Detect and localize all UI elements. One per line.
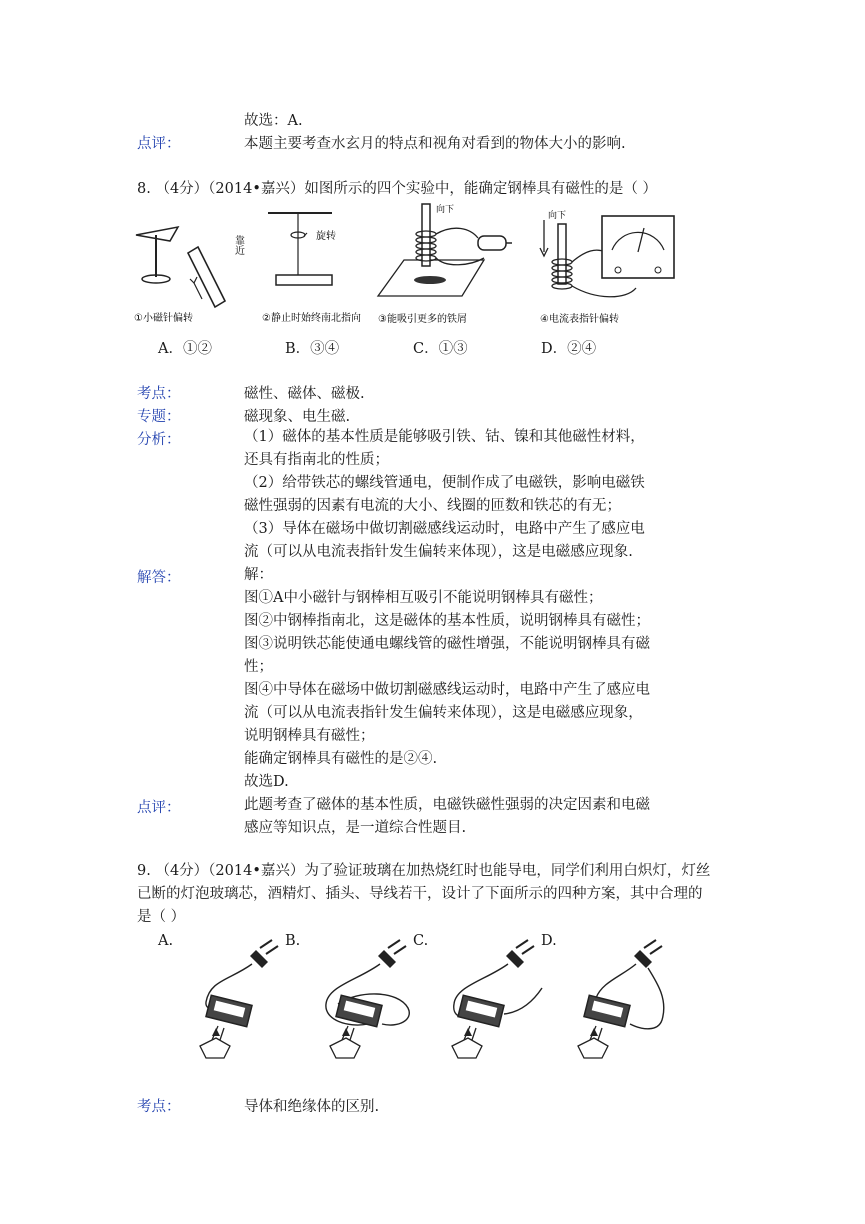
q8-figure-3 — [374, 198, 524, 328]
q8-dianping-label: 点评： — [137, 800, 181, 816]
q9-figure-b — [318, 940, 418, 1060]
q8-figure-4 — [536, 200, 686, 328]
q8-option-a: A．①② — [158, 341, 212, 357]
q8-jieda-line: 图④中导体在磁场中做切割磁感线运动时，电路中产生了感应电 — [244, 682, 650, 698]
fig1-caption: ①小磁针偏转 — [134, 313, 193, 324]
q8-jieda-line: 图①A中小磁针与钢棒相互吸引不能说明钢棒具有磁性； — [244, 590, 603, 606]
fig4-side-label: 向下 — [548, 211, 567, 221]
q8-fenxi-block — [244, 426, 645, 564]
fig4-caption: ④电流表指针偏转 — [540, 314, 619, 325]
review-label: 点评： — [137, 136, 181, 152]
q8-jieda-line: 解： — [244, 567, 273, 583]
fig3-caption: ③能吸引更多的铁屑 — [378, 314, 467, 325]
q8-option-d: D．②④ — [541, 341, 597, 357]
q9-stem — [137, 860, 710, 929]
q8-kaodian-label: 考点： — [137, 386, 181, 402]
q8-fenxi-line: 流（可以从电流表指针发生偏转来体现），这是电磁感应现象. — [244, 544, 633, 560]
q8-fenxi-label: 分析： — [137, 432, 181, 448]
q8-jieda-line: 说明钢棒具有磁性； — [244, 728, 375, 744]
q8-zhuanti: 磁现象、电生磁. — [244, 409, 351, 425]
q9-figure-c — [446, 940, 546, 1060]
fig2-side-label: 旋转 — [316, 231, 336, 242]
q8-fenxi-line: （2）给带铁芯的螺线管通电，便制作成了电磁铁，影响电磁铁 — [244, 475, 645, 491]
q8-stem: 8. （4分）（2014•嘉兴）如图所示的四个实验中，能确定钢棒具有磁性的是（ ） — [137, 181, 657, 197]
q9-kaodian: 导体和绝缘体的区别. — [244, 1099, 380, 1115]
review-text: 本题主要考查水玄月的特点和视角对看到的物体大小的影响. — [244, 136, 626, 152]
q9-option-b: B. — [285, 933, 301, 949]
q8-jieda-block — [244, 564, 650, 794]
q8-figure-2 — [260, 205, 385, 325]
q8-jieda-line: 图②中钢棒指南北，这是磁体的基本性质，说明钢棒具有磁性； — [244, 613, 650, 629]
q8-fenxi-line: （1）磁体的基本性质是能够吸引铁、钴、镍和其他磁性材料， — [244, 429, 645, 445]
q8-kaodian: 磁性、磁体、磁极. — [244, 386, 365, 402]
fig3-side-label: 向下 — [436, 205, 455, 215]
q8-fenxi-line: 还具有指南北的性质； — [244, 452, 389, 468]
q9-figure-d — [572, 940, 672, 1060]
q8-dianping-line: 此题考查了磁体的基本性质，电磁铁磁性强弱的决定因素和电磁 — [244, 797, 650, 813]
answer-line: 故选：A. — [244, 113, 303, 129]
q9-option-d: D. — [541, 933, 557, 949]
q8-fenxi-line: （3）导体在磁场中做切割磁感线运动时，电路中产生了感应电 — [244, 521, 645, 537]
fig1-side-label: 靠近 — [232, 235, 244, 255]
q9-stem-line: 是（ ） — [137, 909, 186, 925]
q8-zhuanti-label: 专题： — [137, 409, 181, 425]
q9-stem-line: 9. （4分）（2014•嘉兴）为了验证玻璃在加热烧红时也能导电，同学们利用白炽灯，灯丝 — [137, 863, 711, 879]
q9-figure-a — [190, 940, 290, 1060]
fig2-caption: ②静止时始终南北指向 — [262, 313, 361, 324]
q9-option-c: C. — [413, 933, 429, 949]
q8-option-c: C．①③ — [413, 341, 468, 357]
q8-figure-1 — [130, 205, 255, 325]
q9-stem-line: 已断的灯泡玻璃芯，酒精灯、插头、导线若干，设计了下面所示的四种方案，其中合理的 — [137, 886, 703, 902]
q8-option-b: B．③④ — [285, 341, 340, 357]
q9-kaodian-label: 考点： — [137, 1099, 181, 1115]
q9-option-a: A. — [158, 933, 174, 949]
q8-fenxi-line: 磁性强弱的因素有电流的大小、线圈的匝数和铁芯的有无； — [244, 498, 621, 514]
q8-dianping-line: 感应等知识点，是一道综合性题目. — [244, 820, 467, 836]
q8-jieda-line: 能确定钢棒具有磁性的是②④. — [244, 751, 438, 767]
q8-dianping-block — [244, 794, 650, 840]
q8-jieda-line: 流（可以从电流表指针发生偏转来体现），这是电磁感应现象， — [244, 705, 643, 721]
q8-jieda-line: 图③说明铁芯能使通电螺线管的磁性增强，不能说明钢棒具有磁 — [244, 636, 650, 652]
q8-jieda-line: 故选D. — [244, 774, 289, 790]
q8-jieda-label: 解答： — [137, 570, 181, 586]
q8-jieda-line: 性； — [244, 659, 273, 675]
